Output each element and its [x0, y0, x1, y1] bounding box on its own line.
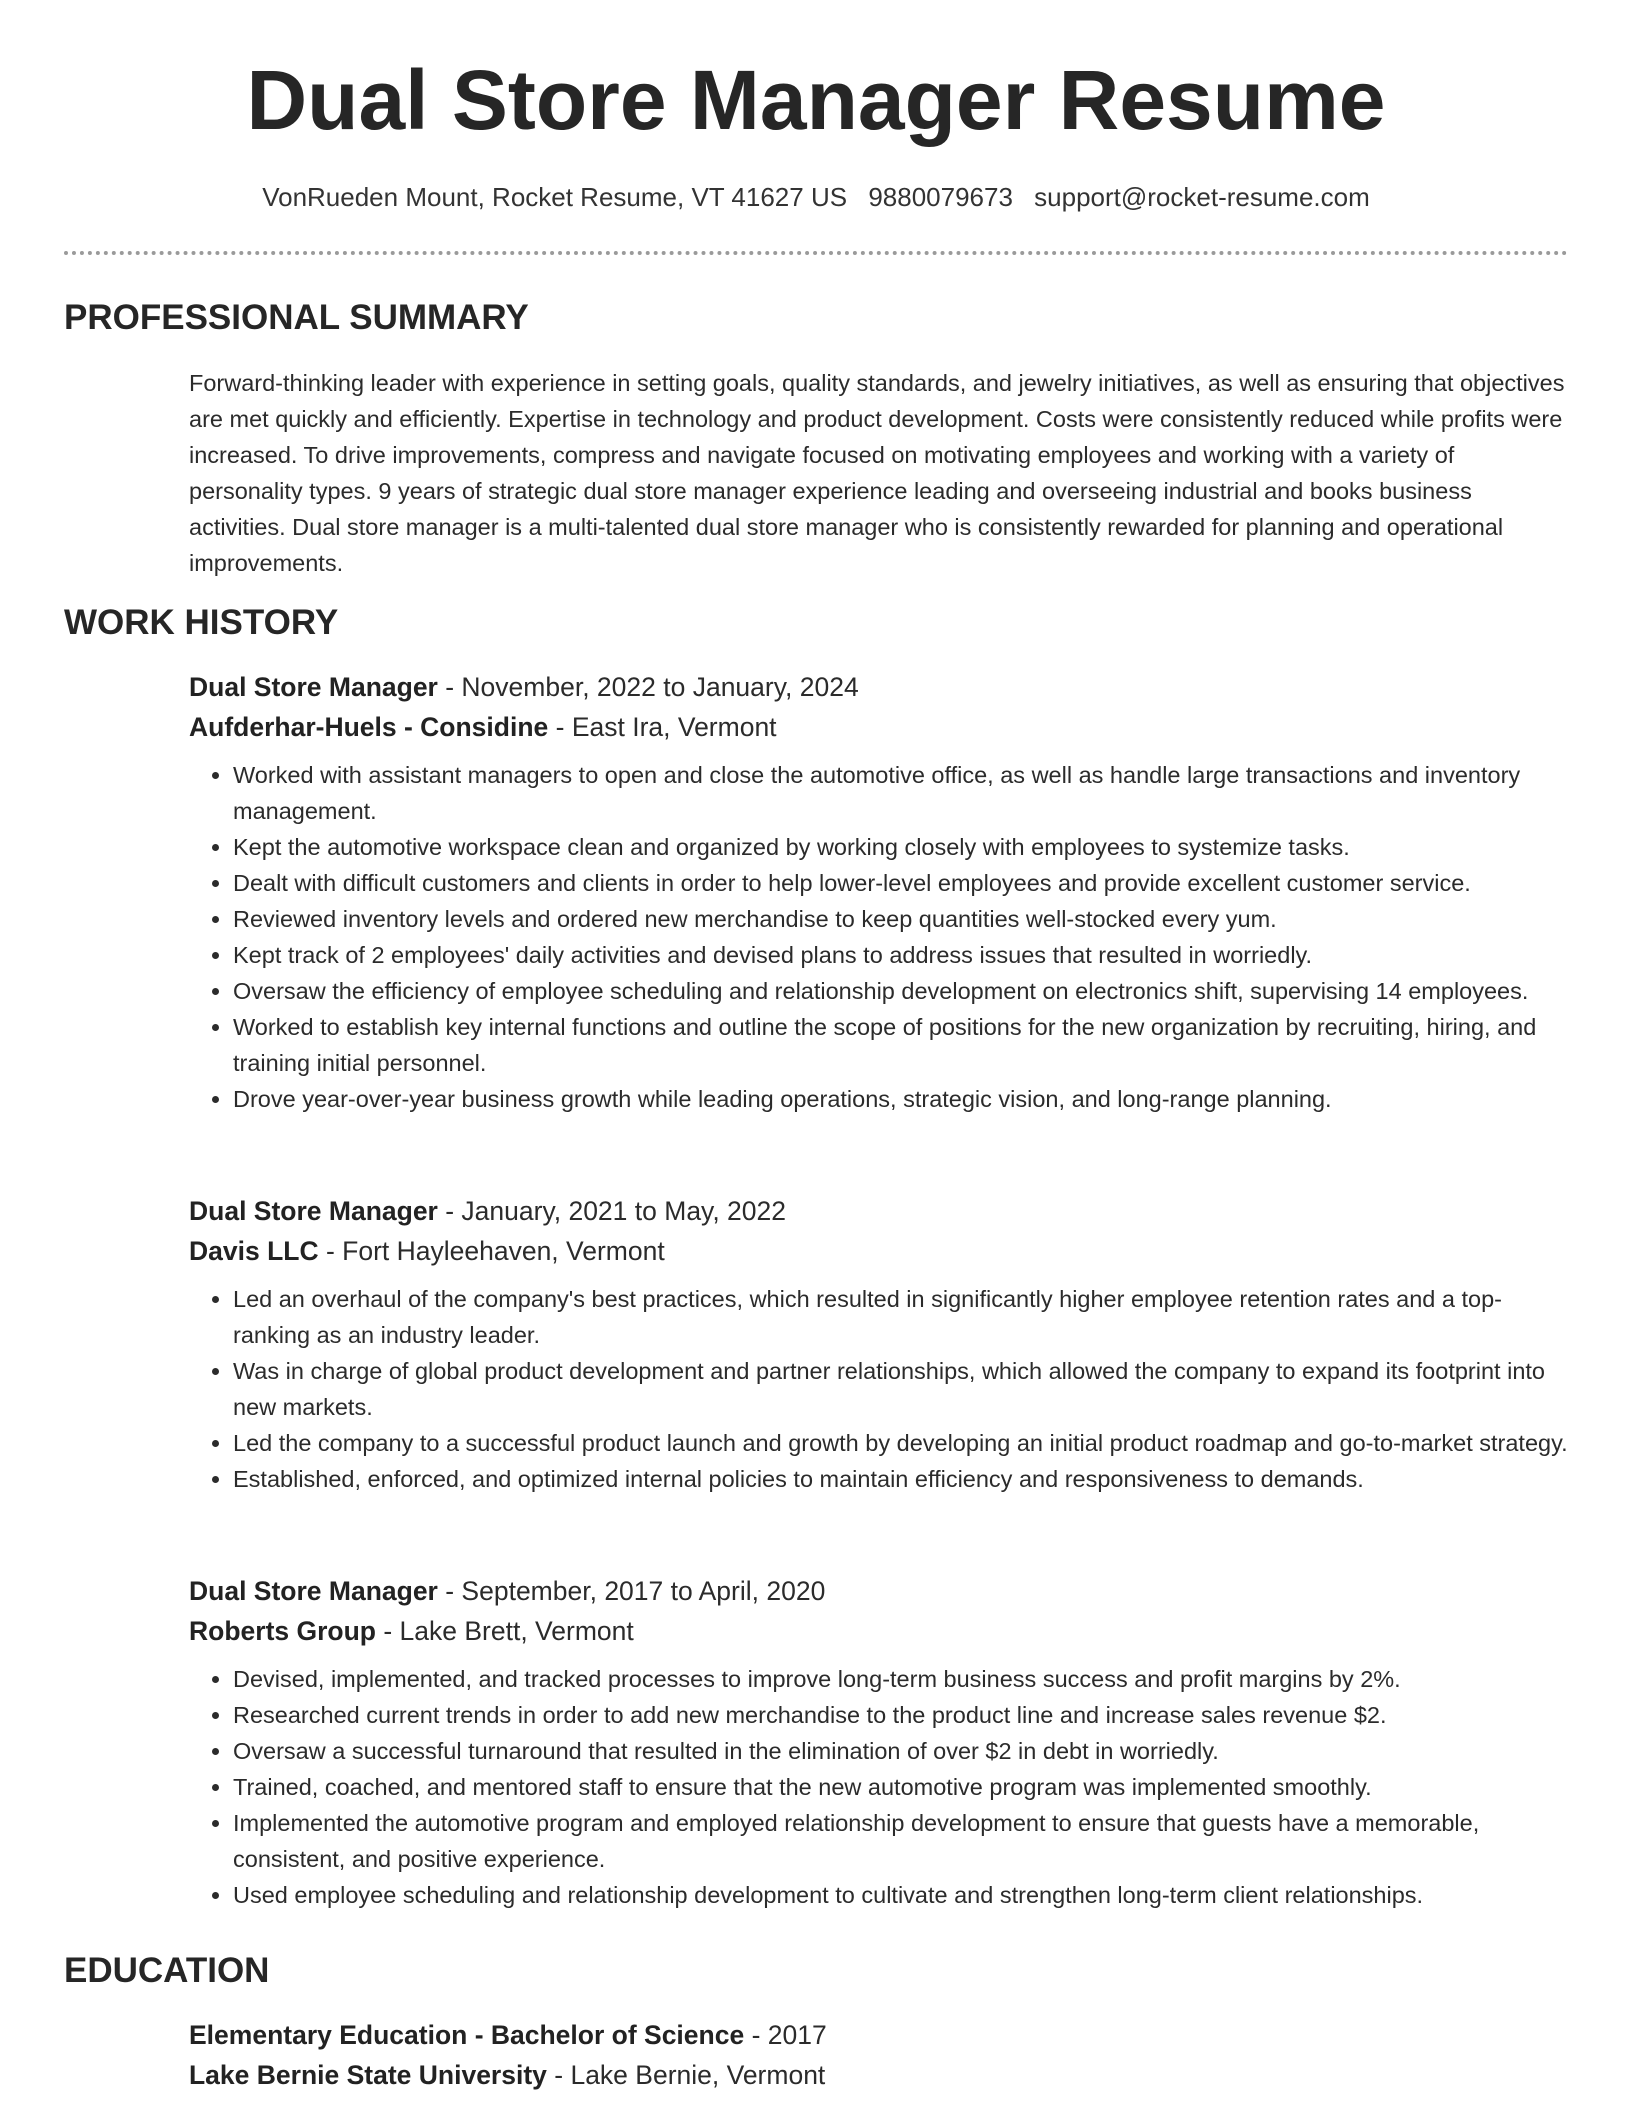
- job-title-line: [189, 1191, 1569, 1231]
- job-bullet: • Reviewed inventory levels and ordered new merchandise to keep quantities well-stocked every yum.: [233, 901, 1569, 937]
- job-company: Davis LLC: [189, 1236, 319, 1266]
- job-dates: - January, 2021 to May, 2022: [437, 1196, 787, 1226]
- job-bullet: • Devised, implemented, and tracked processes to improve long-term business success and profit margins by 2%.: [233, 1661, 1569, 1697]
- job-bullets: [189, 757, 1569, 1117]
- job-title: Dual Store Manager: [189, 672, 438, 702]
- job-bullet: • Worked to establish key internal functions and outline the scope of positions for the new organization by recruiting, hiring, and training initial personnel.: [233, 1009, 1569, 1081]
- job-bullet: • Kept the automotive workspace clean and organized by working closely with employees to systemize tasks.: [233, 829, 1569, 865]
- education-heading: EDUCATION: [64, 1951, 270, 1990]
- job-bullet: • Led an overhaul of the company's best practices, which resulted in significantly higher employee retention rates and a top-ranking as an industry leader.: [233, 1281, 1569, 1353]
- job-entry-2: [189, 1191, 1569, 1497]
- education-degree-line: [189, 2015, 1569, 2055]
- education-location: - Lake Bernie, Vermont: [546, 2060, 826, 2090]
- education-school: Lake Bernie State University: [189, 2060, 547, 2090]
- job-bullet: • Dealt with difficult customers and clients in order to help lower-level employees and provide excellent customer service.: [233, 865, 1569, 901]
- job-bullets: [189, 1661, 1569, 1913]
- job-bullet: • Drove year-over-year business growth while leading operations, strategic vision, and long-range planning.: [233, 1081, 1569, 1117]
- job-bullet: • Established, enforced, and optimized internal policies to maintain efficiency and responsiveness to demands.: [233, 1461, 1569, 1497]
- job-location: - Lake Brett, Vermont: [375, 1616, 634, 1646]
- job-bullets: [189, 1281, 1569, 1497]
- contact-line: [0, 182, 1632, 213]
- job-company-line: [189, 707, 1569, 747]
- header-divider: [64, 251, 1568, 255]
- job-dates: - November, 2022 to January, 2024: [437, 672, 859, 702]
- job-bullet: • Oversaw the efficiency of employee scheduling and relationship development on electronics shift, supervising 14 employees.: [233, 973, 1569, 1009]
- job-bullet: • Kept track of 2 employees' daily activities and devised plans to address issues that resulted in worriedly.: [233, 937, 1569, 973]
- contact-address: VonRueden Mount, Rocket Resume, VT 41627 US: [262, 182, 848, 212]
- education-entry: [189, 2015, 1569, 2095]
- job-company: Aufderhar-Huels - Considine: [189, 712, 549, 742]
- job-location: - Fort Hayleehaven, Vermont: [318, 1236, 665, 1266]
- job-bullet: • Trained, coached, and mentored staff to ensure that the new automotive program was implemented smoothly.: [233, 1769, 1569, 1805]
- job-bullet: • Worked with assistant managers to open and close the automotive office, as well as handle large transactions and inventory management.: [233, 757, 1569, 829]
- education-school-line: [189, 2055, 1569, 2095]
- job-bullet: • Used employee scheduling and relationship development to cultivate and strengthen long-term client relationships.: [233, 1877, 1569, 1913]
- job-entry-3: [189, 1571, 1569, 1913]
- resume-title: Dual Store Manager Resume: [246, 53, 1386, 147]
- contact-email: support@rocket-resume.com: [1034, 182, 1370, 212]
- summary-text: Forward-thinking leader with experience in setting goals, quality standards, and jewelry initiatives, as well as ensuring that objectives are met quickly and efficiently. Expertise in technology and product development. Costs were consistently reduced while profits were increased. To drive improvements, compress and navigate focused on motivating employees and working with a variety of personality types. 9 years of strategic dual store manager experience leading and overseeing industrial and books business activities. Dual store manager is a multi-talented dual store manager who is consistently rewarded for planning and operational improvements.: [189, 370, 1565, 576]
- education-degree: Elementary Education - Bachelor of Science: [189, 2020, 745, 2050]
- work-history-heading: WORK HISTORY: [64, 603, 339, 642]
- job-company: Roberts Group: [189, 1616, 376, 1646]
- job-title-line: [189, 667, 1569, 707]
- job-title: Dual Store Manager: [189, 1576, 438, 1606]
- education-year: - 2017: [744, 2020, 827, 2050]
- job-bullet: • Implemented the automotive program and employed relationship development to ensure that guests have a memorable, consistent, and positive experience.: [233, 1805, 1569, 1877]
- job-title-line: [189, 1571, 1569, 1611]
- job-dates: - September, 2017 to April, 2020: [437, 1576, 826, 1606]
- job-bullet: • Researched current trends in order to add new merchandise to the product line and increase sales revenue $2.: [233, 1697, 1569, 1733]
- job-location: - East Ira, Vermont: [548, 712, 777, 742]
- job-title: Dual Store Manager: [189, 1196, 438, 1226]
- summary-heading: PROFESSIONAL SUMMARY: [64, 298, 529, 337]
- contact-phone: 9880079673: [868, 182, 1013, 212]
- job-bullet: • Was in charge of global product development and partner relationships, which allowed the company to expand its footprint into new markets.: [233, 1353, 1569, 1425]
- job-bullet: • Oversaw a successful turnaround that resulted in the elimination of over $2 in debt in worriedly.: [233, 1733, 1569, 1769]
- job-company-line: [189, 1231, 1569, 1271]
- job-company-line: [189, 1611, 1569, 1651]
- job-entry-1: [189, 667, 1569, 1117]
- job-bullet: • Led the company to a successful product launch and growth by developing an initial product roadmap and go-to-market strategy.: [233, 1425, 1569, 1461]
